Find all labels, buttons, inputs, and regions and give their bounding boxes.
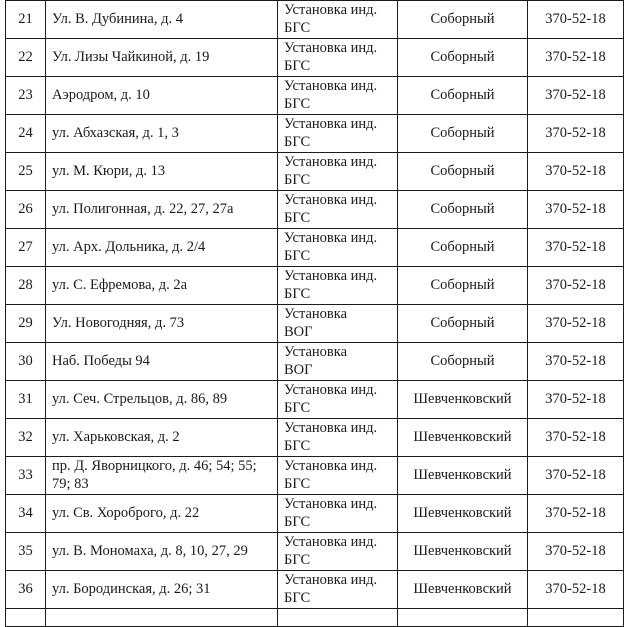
district-cell: Шевченковский bbox=[398, 419, 528, 457]
phone-cell: 370-52-18 bbox=[528, 267, 624, 305]
work-type-cell bbox=[278, 267, 398, 305]
address-cell bbox=[46, 267, 278, 305]
row-number-cell: 33 bbox=[6, 457, 46, 495]
work-type-line-1: Установка инд. bbox=[284, 381, 378, 398]
phone-cell: 370-52-18 bbox=[528, 115, 624, 153]
phone-cell: 370-52-18 bbox=[528, 39, 624, 77]
row-number-cell: 22 bbox=[6, 39, 46, 77]
work-type-line-1: Установка bbox=[284, 305, 348, 322]
work-type-line-2: ВОГ bbox=[284, 323, 313, 340]
work-type-line-1: Установка инд. bbox=[284, 191, 378, 208]
address-line-1: ул. В. Мономаха, д. 8, 10, 27, 29 bbox=[52, 542, 248, 559]
table-row bbox=[6, 533, 624, 571]
address-line-1: ул. Харьковская, д. 2 bbox=[52, 428, 180, 445]
address-cell bbox=[46, 495, 278, 533]
address-line-1: ул. М. Кюри, д. 13 bbox=[52, 162, 166, 179]
work-type-line-1: Установка инд. bbox=[284, 457, 378, 474]
address-line-2: 79; 83 bbox=[52, 475, 89, 492]
phone-cell: 370-52-18 bbox=[528, 1, 624, 39]
work-type-line-1: Установка инд. bbox=[284, 495, 378, 512]
address-cell bbox=[46, 39, 278, 77]
work-type-line-2: БГС bbox=[284, 513, 311, 530]
work-type-line-1: Установка инд. bbox=[284, 419, 378, 436]
address-cell bbox=[46, 229, 278, 267]
address-cell bbox=[46, 115, 278, 153]
address-cell bbox=[46, 1, 278, 39]
work-type-cell bbox=[278, 153, 398, 191]
phone-cell: 370-52-18 bbox=[528, 419, 624, 457]
row-number-cell: 29 bbox=[6, 305, 46, 343]
row-number-cell: 32 bbox=[6, 419, 46, 457]
table-row bbox=[6, 305, 624, 343]
work-type-cell bbox=[278, 533, 398, 571]
work-type-line-2: ВОГ bbox=[284, 361, 313, 378]
address-line-1: ул. Св. Хороброго, д. 22 bbox=[52, 504, 200, 521]
work-type-line-2: БГС bbox=[284, 399, 311, 416]
row-number-cell: 26 bbox=[6, 191, 46, 229]
address-line-1: ул. Полигонная, д. 22, 27, 27а bbox=[52, 200, 234, 217]
work-type-line-1: Установка инд. bbox=[284, 229, 378, 246]
address-line-1: ул. Абхазская, д. 1, 3 bbox=[52, 124, 179, 141]
table-row bbox=[6, 115, 624, 153]
work-type-line-2: БГС bbox=[284, 95, 311, 112]
address-line-1: ул. С. Ефремова, д. 2а bbox=[52, 276, 188, 293]
address-cell bbox=[46, 571, 278, 609]
table-row bbox=[6, 381, 624, 419]
work-type-line-1: Установка инд. bbox=[284, 153, 378, 170]
work-type-line-2: БГС bbox=[284, 285, 311, 302]
work-type-cell bbox=[278, 419, 398, 457]
table-row bbox=[6, 229, 624, 267]
work-type-line-1: Установка инд. bbox=[284, 39, 378, 56]
work-type-cell bbox=[278, 77, 398, 115]
works-schedule-table bbox=[5, 0, 624, 627]
table-row bbox=[6, 419, 624, 457]
work-type-line-2: БГС bbox=[284, 57, 311, 74]
table-row bbox=[6, 191, 624, 229]
phone-cell: 370-52-18 bbox=[528, 571, 624, 609]
table-row bbox=[6, 495, 624, 533]
district-cell: Соборный bbox=[398, 115, 528, 153]
phone-cell: 370-52-18 bbox=[528, 381, 624, 419]
work-type-cell bbox=[278, 191, 398, 229]
address-line-1: Ул. В. Дубинина, д. 4 bbox=[52, 10, 183, 27]
district-cell: Соборный bbox=[398, 153, 528, 191]
address-cell bbox=[46, 381, 278, 419]
work-type-line-1: Установка инд. bbox=[284, 1, 378, 18]
work-type-line-1: Установка инд. bbox=[284, 533, 378, 550]
table-row bbox=[6, 343, 624, 381]
work-type-line-2: БГС bbox=[284, 209, 311, 226]
row-number-cell: 23 bbox=[6, 77, 46, 115]
address-cell bbox=[46, 419, 278, 457]
work-type-cell bbox=[278, 457, 398, 495]
district-cell: Соборный bbox=[398, 191, 528, 229]
row-number-cell: 36 bbox=[6, 571, 46, 609]
district-cell: Шевченковский bbox=[398, 495, 528, 533]
work-type-line-2: БГС bbox=[284, 247, 311, 264]
district-cell: Соборный bbox=[398, 39, 528, 77]
work-type-cell bbox=[278, 381, 398, 419]
district-cell: Соборный bbox=[398, 305, 528, 343]
row-number-cell: 27 bbox=[6, 229, 46, 267]
phone-cell: 370-52-18 bbox=[528, 153, 624, 191]
district-cell: Шевченковский bbox=[398, 381, 528, 419]
district-cell: Шевченковский bbox=[398, 533, 528, 571]
address-line-1: пр. Д. Яворницкого, д. 46; 54; 55; bbox=[52, 457, 257, 474]
address-line-1: Аэродром, д. 10 bbox=[52, 86, 150, 103]
work-type-cell bbox=[278, 305, 398, 343]
address-line-1: ул. Бородинская, д. 26; 31 bbox=[52, 580, 211, 597]
work-type-line-2: БГС bbox=[284, 437, 311, 454]
address-cell bbox=[46, 305, 278, 343]
row-number-cell: 31 bbox=[6, 381, 46, 419]
work-type-cell bbox=[278, 115, 398, 153]
work-type-line-1: Установка инд. bbox=[284, 571, 378, 588]
district-cell: Соборный bbox=[398, 229, 528, 267]
table-row bbox=[6, 39, 624, 77]
work-type-cell bbox=[278, 1, 398, 39]
work-type-line-2: БГС bbox=[284, 589, 311, 606]
table-row bbox=[6, 457, 624, 495]
row-number-cell: 21 bbox=[6, 1, 46, 39]
address-line-1: ул. Арх. Дольника, д. 2/4 bbox=[52, 238, 206, 255]
work-type-cell bbox=[278, 495, 398, 533]
row-number-cell: 24 bbox=[6, 115, 46, 153]
district-cell: Соборный bbox=[398, 267, 528, 305]
row-number-cell: 30 bbox=[6, 343, 46, 381]
work-type-line-2: БГС bbox=[284, 133, 311, 150]
address-cell bbox=[46, 77, 278, 115]
district-cell: Шевченковский bbox=[398, 571, 528, 609]
row-number-cell: 25 bbox=[6, 153, 46, 191]
table-row bbox=[6, 571, 624, 609]
phone-cell: 370-52-18 bbox=[528, 77, 624, 115]
address-line-1: ул. Сеч. Стрельцов, д. 86, 89 bbox=[52, 390, 228, 407]
phone-cell: 370-52-18 bbox=[528, 229, 624, 267]
work-type-cell bbox=[278, 229, 398, 267]
row-number-cell: 35 bbox=[6, 533, 46, 571]
address-cell bbox=[46, 457, 278, 495]
table-row bbox=[6, 77, 624, 115]
address-line-1: Наб. Победы 94 bbox=[52, 352, 150, 369]
district-cell: Соборный bbox=[398, 1, 528, 39]
address-cell bbox=[46, 343, 278, 381]
work-type-line-2: БГС bbox=[284, 551, 311, 568]
work-type-line-1: Установка инд. bbox=[284, 115, 378, 132]
work-type-line-2: БГС bbox=[284, 475, 311, 492]
district-cell: Соборный bbox=[398, 77, 528, 115]
work-type-line-2: БГС bbox=[284, 19, 311, 36]
work-type-line-1: Установка инд. bbox=[284, 267, 378, 284]
work-type-line-1: Установка инд. bbox=[284, 77, 378, 94]
phone-cell: 370-52-18 bbox=[528, 495, 624, 533]
row-number-cell: 28 bbox=[6, 267, 46, 305]
work-type-line-1: Установка bbox=[284, 343, 348, 360]
district-cell: Шевченковский bbox=[398, 457, 528, 495]
address-line-1: Ул. Лизы Чайкиной, д. 19 bbox=[52, 48, 210, 65]
table-body bbox=[6, 1, 624, 627]
address-line-1: Ул. Новогодняя, д. 73 bbox=[52, 314, 185, 331]
work-type-line-2: БГС bbox=[284, 171, 311, 188]
table-row bbox=[6, 267, 624, 305]
phone-cell: 370-52-18 bbox=[528, 343, 624, 381]
work-type-cell bbox=[278, 571, 398, 609]
address-cell bbox=[46, 153, 278, 191]
phone-cell: 370-52-18 bbox=[528, 457, 624, 495]
work-type-cell bbox=[278, 343, 398, 381]
phone-cell: 370-52-18 bbox=[528, 191, 624, 229]
address-cell bbox=[46, 191, 278, 229]
phone-cell: 370-52-18 bbox=[528, 305, 624, 343]
table-row bbox=[6, 153, 624, 191]
table-row bbox=[6, 1, 624, 39]
row-number-cell: 34 bbox=[6, 495, 46, 533]
work-type-cell bbox=[278, 39, 398, 77]
district-cell: Соборный bbox=[398, 343, 528, 381]
phone-cell: 370-52-18 bbox=[528, 533, 624, 571]
address-cell bbox=[46, 533, 278, 571]
